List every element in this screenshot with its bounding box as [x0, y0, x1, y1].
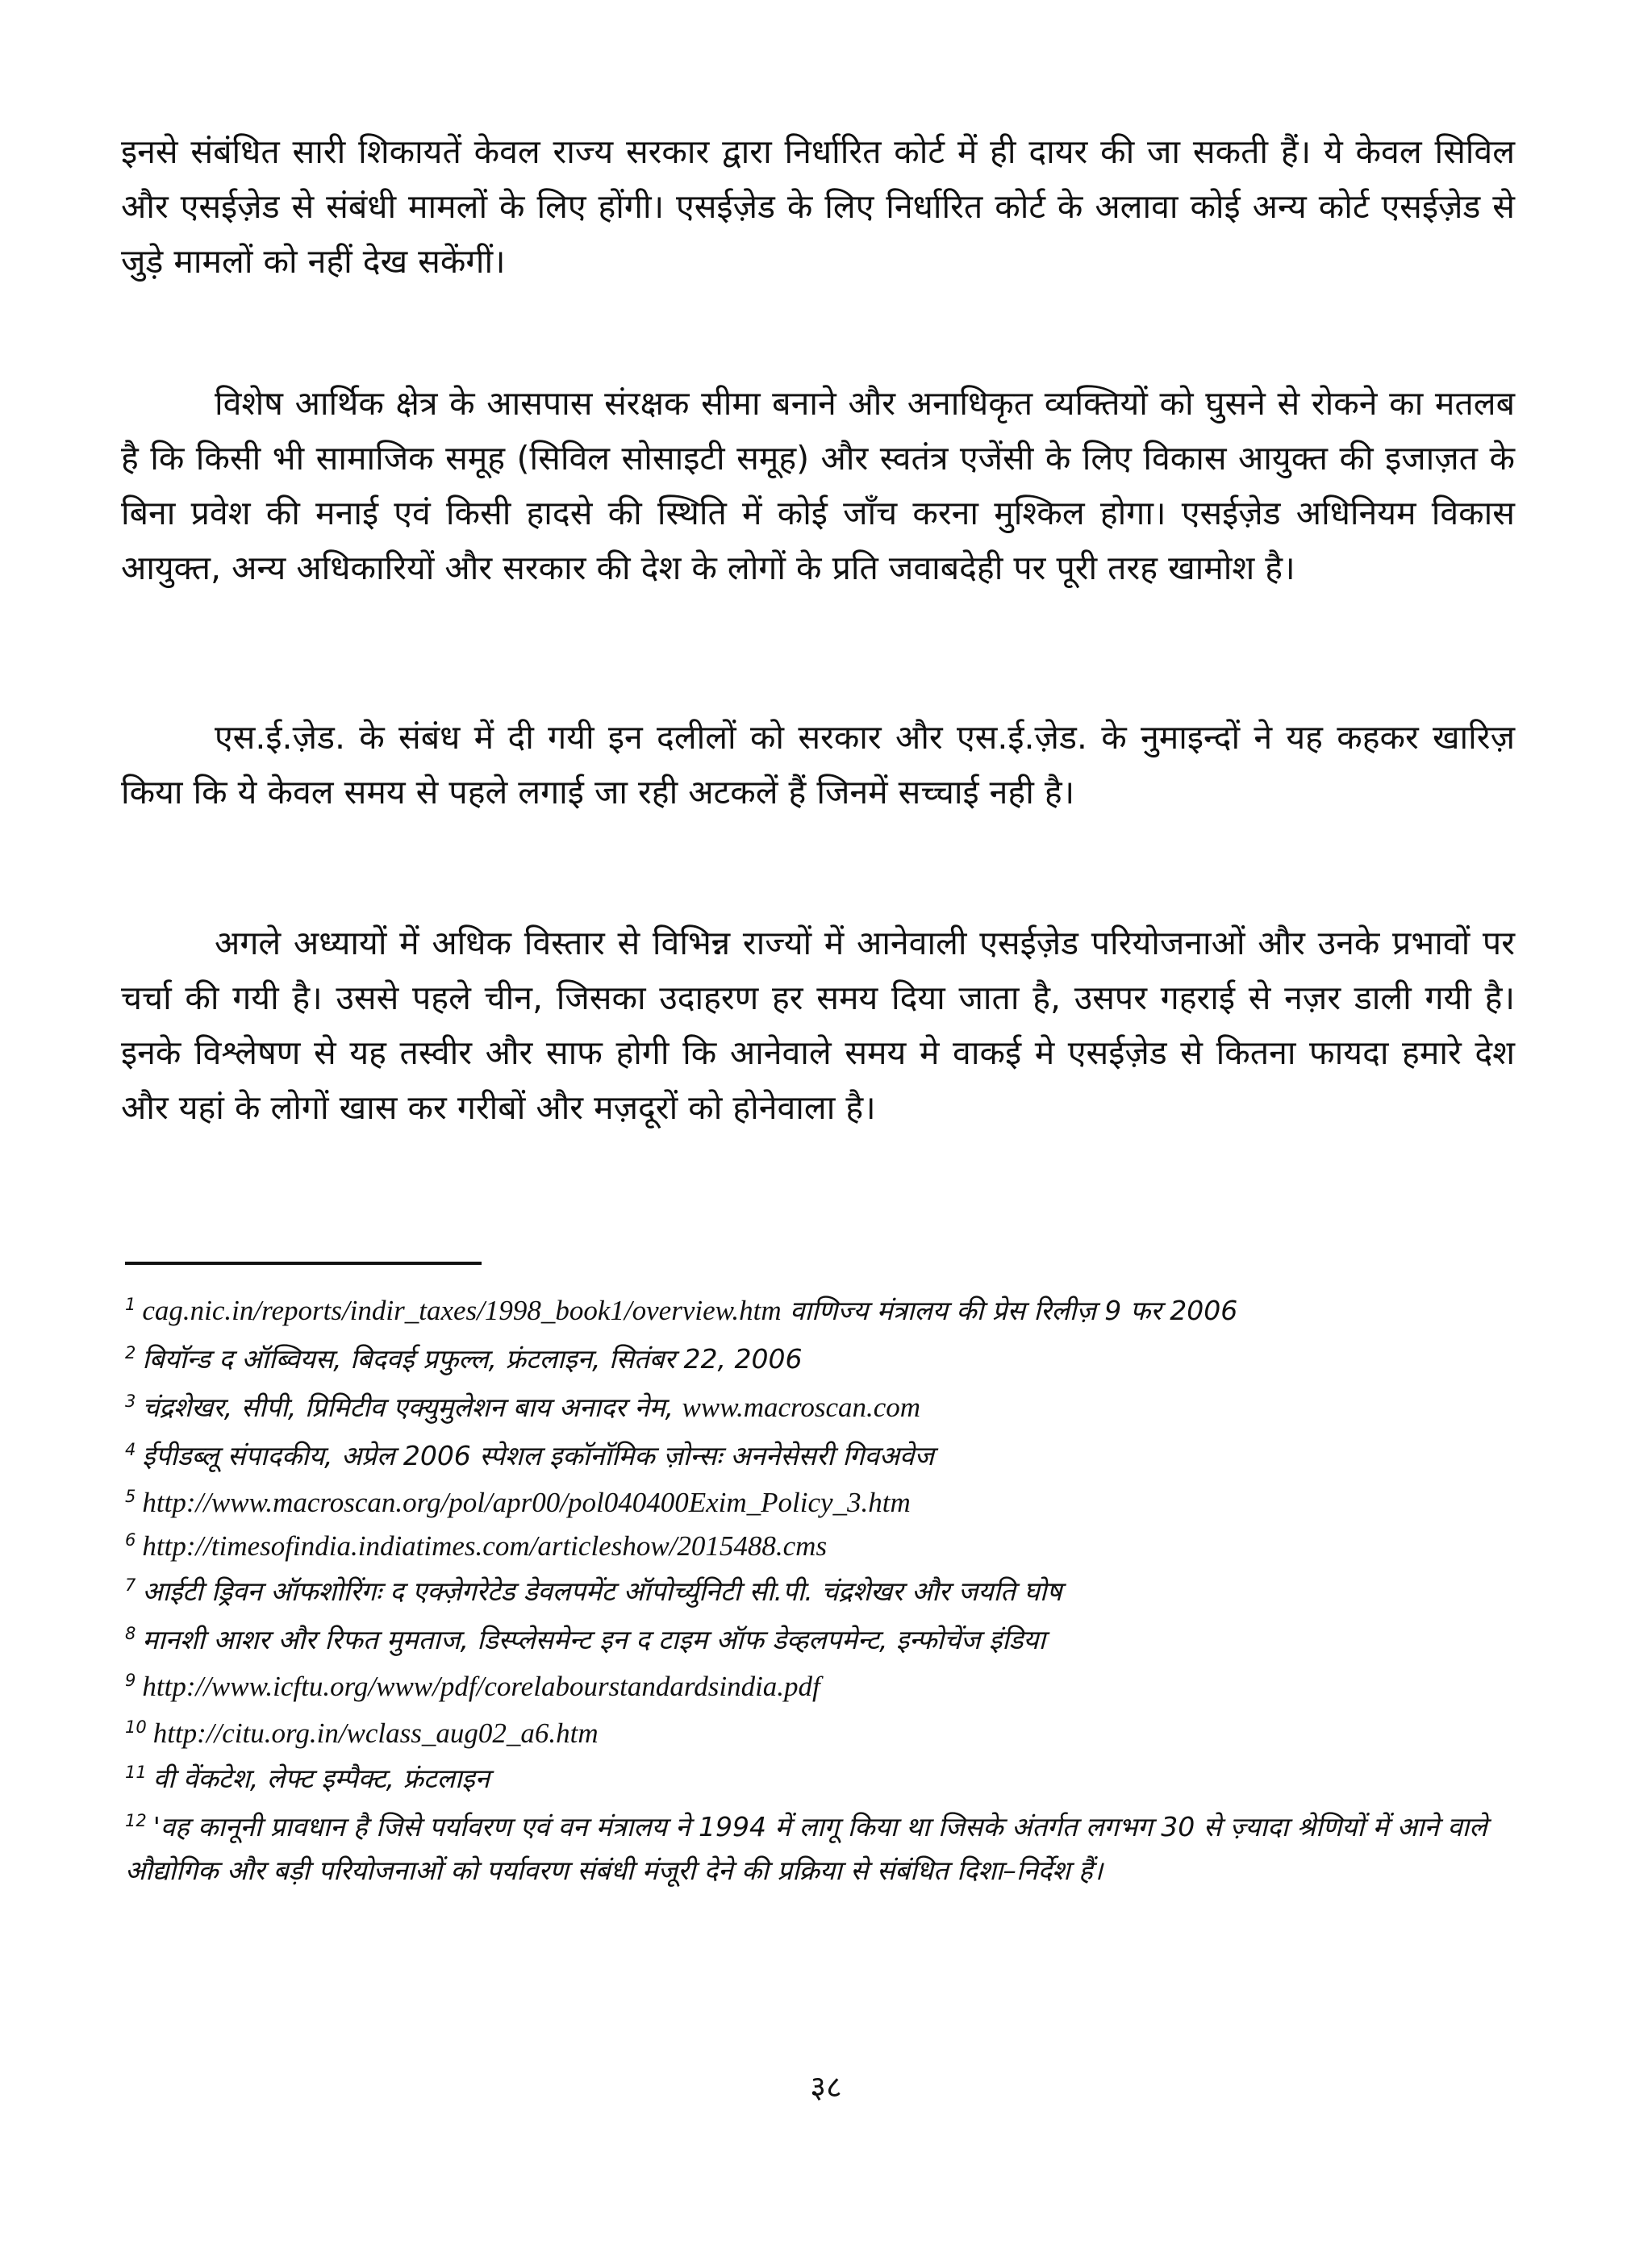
footnote-number: 3	[125, 1392, 136, 1411]
footnote-10	[125, 1712, 1521, 1755]
body-paragraph-2: विशेष आर्थिक क्षेत्र के आसपास संरक्षक सीमा बनाने और अनाधिकृत व्यक्तियों को घुसने से रोकने का मतलब है कि किसी भी सामाजिक समूह (सिविल सोसाइटी समूह) और स्वतंत्र एजेंसी के लिए विकास आयुक्त की इजाज़त के बिना प्रवेश की मनाई एवं किसी हादसे की स्थिति में कोई जाँच करना मुश्किल होगा। एसईज़ेड अधिनियम विकास आयुक्त, अन्य अधिकारियों और सरकार की देश के लोगों के प्रति जवाबदेही पर पूरी तरह खामोश है।	[121, 384, 1515, 587]
footnote-number: 2	[125, 1343, 136, 1362]
footnote-12	[125, 1805, 1521, 1892]
footnote-8	[125, 1618, 1521, 1662]
footnote-number: 1	[125, 1295, 136, 1314]
footnote-url: http://www.icftu.org/www/pdf/corelabourstandardsindia.pdf	[142, 1671, 820, 1702]
footnote-1	[125, 1289, 1521, 1333]
footnote-4	[125, 1434, 1521, 1478]
footnote-number: 6	[125, 1530, 136, 1550]
footnote-text: वी वेंकटेश, लेफ्ट इम्पैक्ट, फ्रंटलाइन	[152, 1763, 490, 1794]
footnote-url: http://www.macroscan.org/pol/apr00/pol040400Exim_Policy_3.htm	[142, 1487, 911, 1518]
footnote-11	[125, 1757, 1521, 1801]
footnote-5	[125, 1481, 1521, 1525]
footnote-7	[125, 1570, 1521, 1613]
footnote-separator	[125, 1262, 482, 1265]
footnote-number: 7	[125, 1575, 136, 1595]
footnote-number: 9	[125, 1671, 136, 1690]
footnote-number: 4	[125, 1440, 136, 1459]
footnote-text: मानशी आशर और रिफत मुमताज, डिस्प्लेसमेन्ट इन द टाइम ऑफ डेव्हलपमेन्ट, इन्फोचेंज इंडिया	[142, 1624, 1046, 1655]
footnote-text: ईपीडब्लू संपादकीय, अप्रेल 2006 स्पेशल इकॉनॉमिक ज़ोन्सः अननेसेसरी गिवअवेज	[142, 1440, 934, 1471]
footnote-number: 5	[125, 1487, 136, 1506]
footnote-text: बियॉन्ड द ऑब्वियस, बिदवई प्रफुल्ल, फ्रंटलाइन, सितंबर 22, 2006	[142, 1343, 803, 1375]
footnote-9	[125, 1665, 1521, 1709]
footnote-3	[125, 1386, 1521, 1429]
footnote-number: 8	[125, 1624, 136, 1643]
body-paragraph-3: एस.ई.ज़ेड. के संबंध में दी गयी इन दलीलों को सरकार और एस.ई.ज़ेड. के नुमाइन्दों ने यह कहकर खारिज़ किया कि ये केवल समय से पहले लगाई जा रही अटकलें हैं जिनमें सच्चाई नही है।	[121, 718, 1515, 812]
footnote-text: 'वह कानूनी प्रावधान है जिसे पर्यावरण एवं वन मंत्रालय ने 1994 में लागू किया था जिसके अंतर्गत लगभग 30 से ज़्यादा श्रेणियों में आने वाले औद्योगिक और बड़ी परियोजनाओं को पर्यावरण संबंधी मंजूरी देने की प्रक्रिया से संबंधित दिशा–निर्देश हैं।	[125, 1811, 1487, 1886]
footnote-number: 11	[125, 1763, 147, 1782]
footnote-number: 12	[125, 1811, 147, 1830]
body-paragraph-1: इनसे संबंधित सारी शिकायतें केवल राज्य सरकार द्वारा निर्धारित कोर्ट में ही दायर की जा सकती हैं। ये केवल सिविल और एसईज़ेड से संबंधी मामलों के लिए होंगी। एसईज़ेड के लिए निर्धारित कोर्ट के अलावा कोई अन्य कोर्ट एसईज़ेड से जुड़े मामलों को नहीं देख सकेंगीं।	[121, 132, 1515, 281]
footnote-2	[125, 1337, 1521, 1381]
footnote-text: वाणिज्य मंत्रालय की प्रेस रिलीज़ 9 फर 2006	[781, 1295, 1238, 1326]
footnote-text: आईटी ड्रिवन ऑफशोरिंगः द एक्ज़ेगरेटेड डेवलपमेंट ऑपोर्च्युनिटी सी.पी. चंद्रशेखर और जयति घोष	[142, 1575, 1062, 1607]
footnote-number: 10	[125, 1717, 147, 1737]
footnote-url: cag.nic.in/reports/indir_taxes/1998_book1/overview.htm	[142, 1295, 782, 1326]
footnote-url: http://citu.org.in/wclass_aug02_a6.htm	[152, 1717, 599, 1749]
footnote-6	[125, 1525, 1521, 1568]
body-paragraph-4: अगले अध्यायों में अधिक विस्तार से विभिन्न राज्यों में आनेवाली एसईज़ेड परियोजनाओं और उनके प्रभावों पर चर्चा की गयी है। उससे पहले चीन, जिसका उदाहरण हर समय दिया जाता है, उसपर गहराई से नज़र डाली गयी है। इनके विश्लेषण से यह तस्वीर और साफ होगी कि आनेवाले समय मे वाकई मे एसईज़ेड से कितना फायदा हमारे देश और यहां के लोगों खास कर गरीबों और मज़दूरों को होनेवाला है।	[121, 924, 1515, 1127]
page-number: ३८	[810, 2069, 842, 2105]
footnote-url: www.macroscan.com	[682, 1392, 921, 1423]
footnote-url: http://timesofindia.indiatimes.com/articleshow/2015488.cms	[142, 1530, 828, 1562]
footnote-text: चंद्रशेखर, सीपी, प्रिमिटीव एक्युमुलेशन बाय अनादर नेम,	[142, 1392, 682, 1423]
